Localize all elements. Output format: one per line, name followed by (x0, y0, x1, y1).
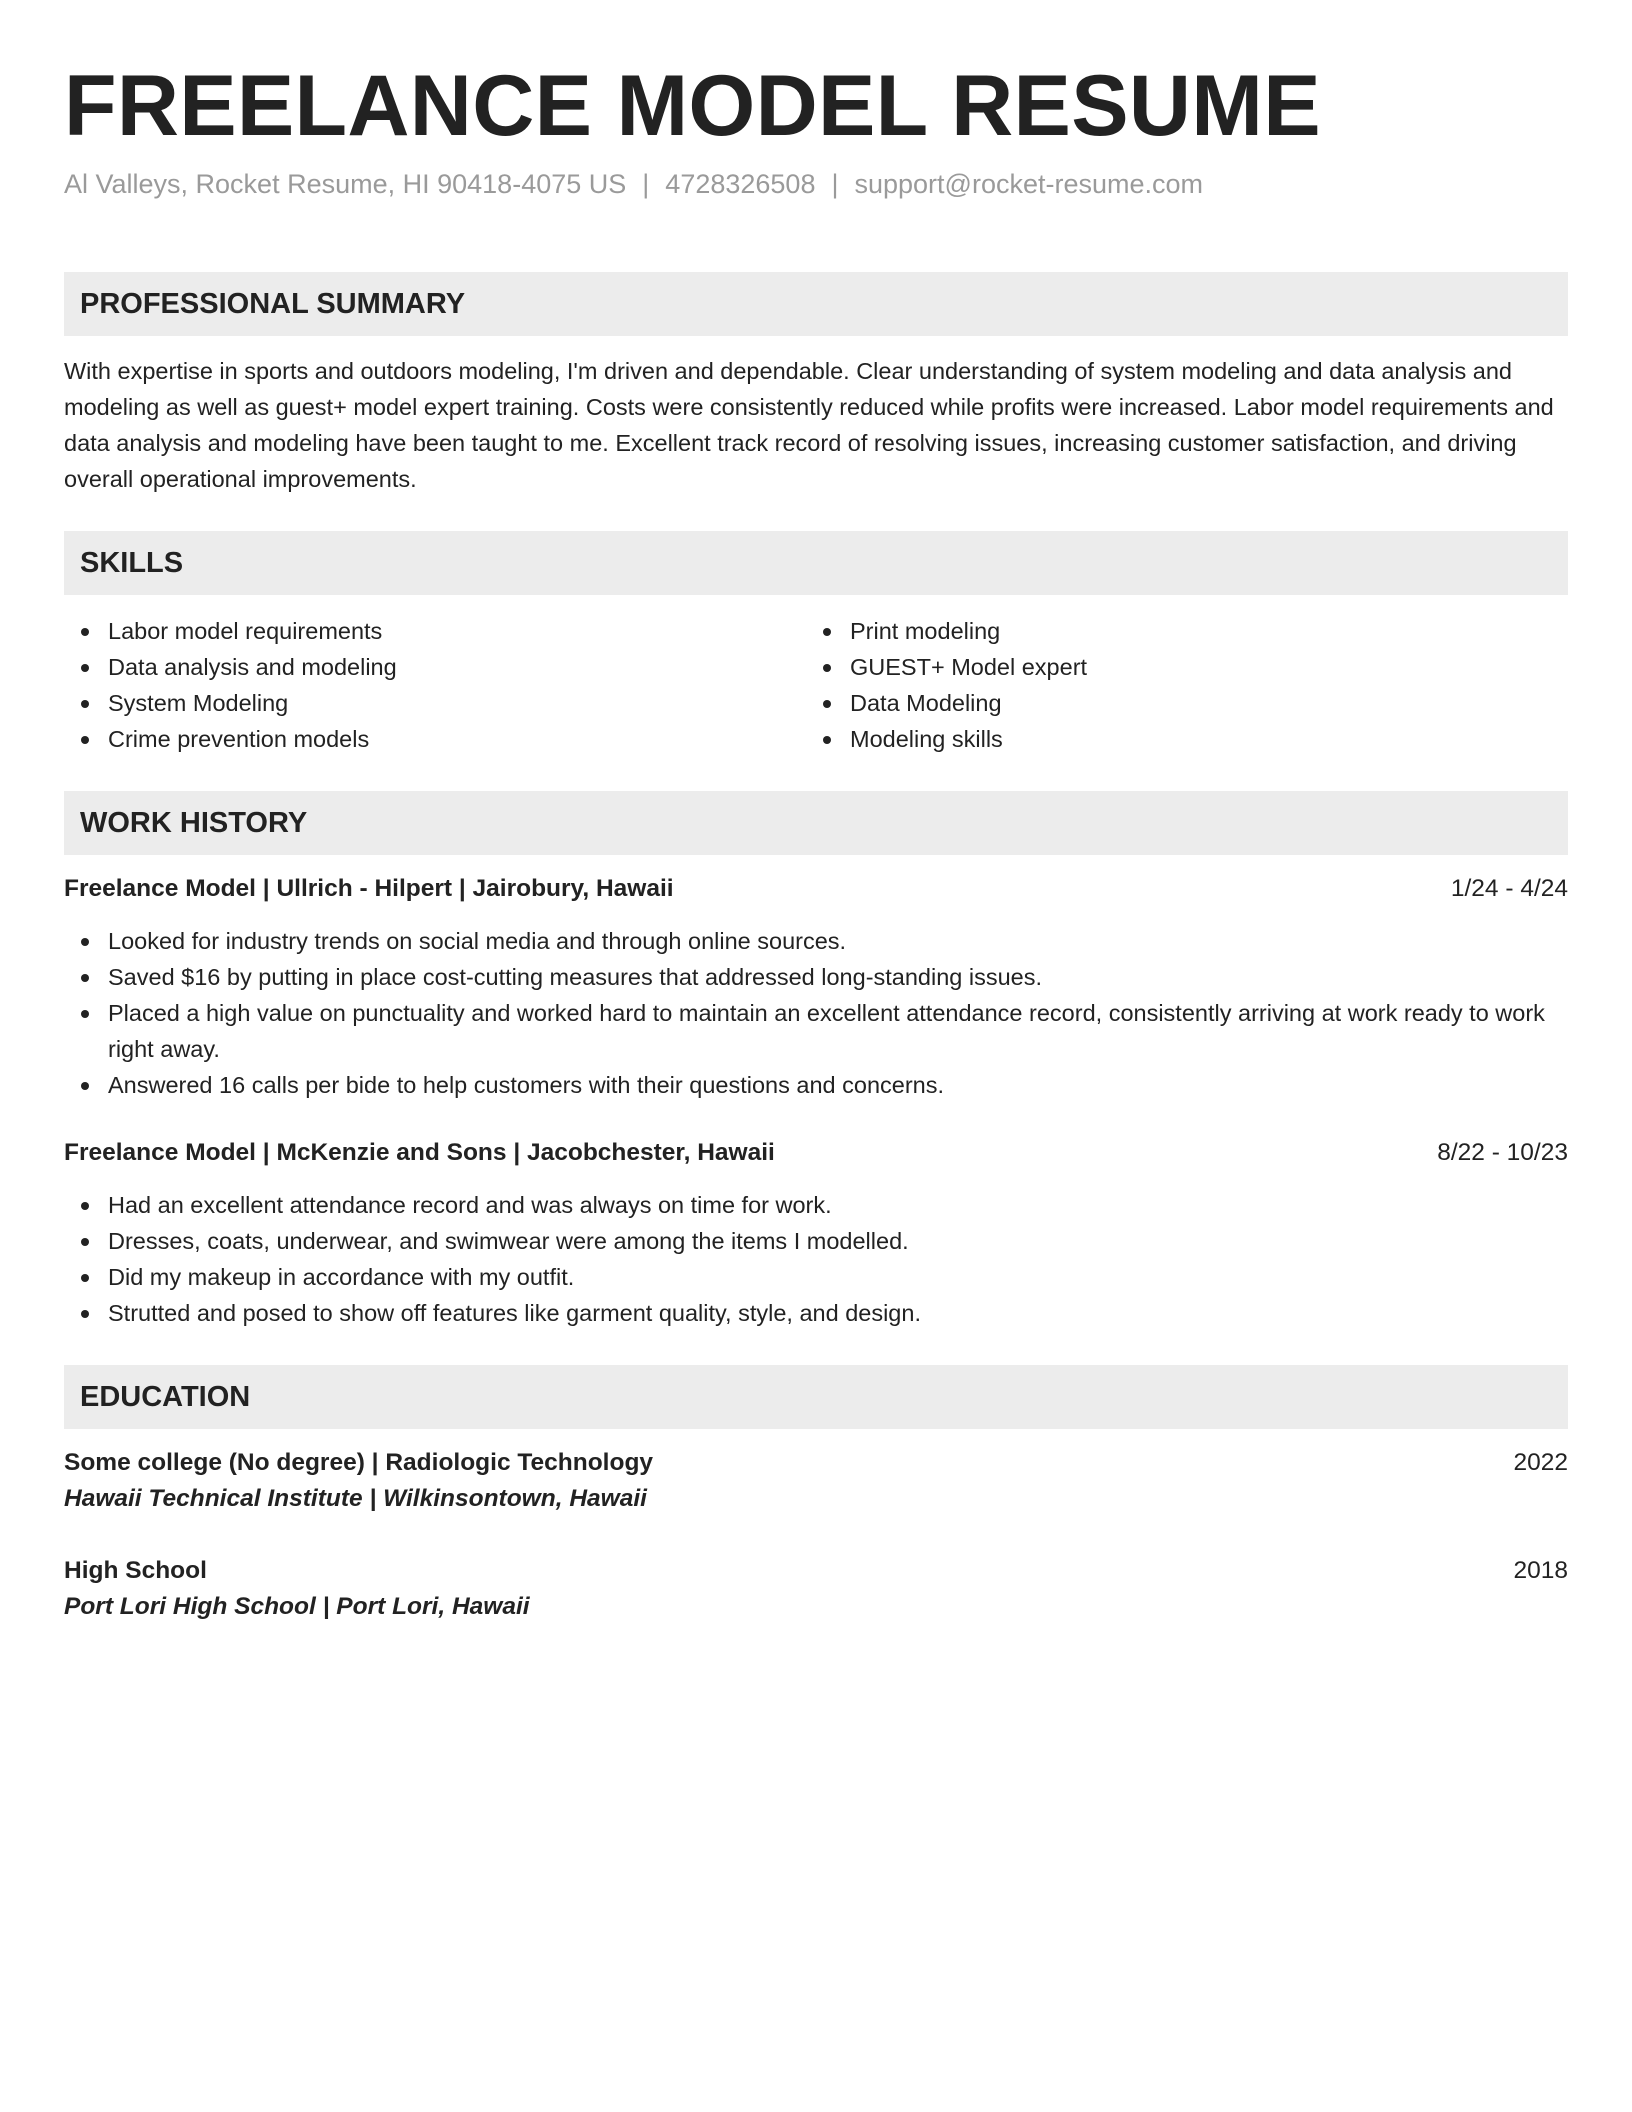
contact-phone: 4728326508 (665, 169, 816, 199)
education-degree: High School (64, 1557, 207, 1584)
job-bullet: Placed a high value on punctuality and worked hard to maintain an excellent attendance record, consistently arriving at work ready to work right away. (64, 995, 1568, 1067)
education-year: 2022 (1513, 1449, 1568, 1476)
education-school: Port Lori High School | Port Lori, Hawaii (64, 1593, 530, 1620)
job-bullet: Looked for industry trends on social media and through online sources. (64, 923, 1568, 959)
skill-item: Print modeling (806, 613, 1548, 649)
section-header-skills: SKILLS (64, 531, 1568, 595)
section-header-education: EDUCATION (64, 1365, 1568, 1429)
skills-column-left (64, 613, 806, 757)
education-year: 2018 (1513, 1557, 1568, 1584)
skill-item: Modeling skills (806, 721, 1548, 757)
skill-item: System Modeling (64, 685, 806, 721)
section-header-work: WORK HISTORY (64, 791, 1568, 855)
job-bullets (64, 923, 1568, 1103)
education-degree: Some college (No degree) | Radiologic Technology (64, 1449, 654, 1476)
job-bullets (64, 1187, 1568, 1331)
job-title: Freelance Model | Ullrich - Hilpert | Jairobury, Hawaii (64, 875, 674, 902)
job-entry (64, 1135, 1568, 1331)
summary-text: With expertise in sports and outdoors modeling, I'm driven and dependable. Clear understanding of system modeling and data analysis and modeling as well as guest+ model expert training. Costs were consistently reduced while profits were increased. Labor model requirements and data analysis and modeling have been taught to me. Excellent track record of resolving issues, increasing customer satisfaction, and driving overall operational improvements. (64, 358, 1554, 492)
job-bullet: Did my makeup in accordance with my outfit. (64, 1259, 1568, 1295)
skill-item: Data Modeling (806, 685, 1548, 721)
education-entry (64, 1445, 1568, 1517)
skill-item: Data analysis and modeling (64, 649, 806, 685)
job-header (64, 1135, 1568, 1171)
section-header-summary: PROFESSIONAL SUMMARY (64, 272, 1568, 336)
job-dates: 8/22 - 10/23 (1437, 1139, 1568, 1166)
education-header (64, 1553, 1568, 1589)
job-header (64, 871, 1568, 907)
education-entry (64, 1553, 1568, 1625)
resume-title: FREELANCE MODEL RESUME (64, 58, 1321, 154)
resume-page (64, 0, 1568, 1625)
job-title: Freelance Model | McKenzie and Sons | Jacobchester, Hawaii (64, 1139, 775, 1166)
job-bullet: Had an excellent attendance record and was always on time for work. (64, 1187, 1568, 1223)
contact-email: support@rocket-resume.com (854, 169, 1204, 199)
job-entry (64, 871, 1568, 1103)
contact-separator: | (642, 169, 650, 199)
job-bullet: Dresses, coats, underwear, and swimwear were among the items I modelled. (64, 1223, 1568, 1259)
skill-item: Crime prevention models (64, 721, 806, 757)
skills-column-right (806, 613, 1548, 757)
job-bullet: Strutted and posed to show off features like garment quality, style, and design. (64, 1295, 1568, 1331)
job-bullet: Answered 16 calls per bide to help customers with their questions and concerns. (64, 1067, 1568, 1103)
job-dates: 1/24 - 4/24 (1450, 875, 1568, 902)
contact-separator: | (831, 169, 839, 199)
job-bullet: Saved $16 by putting in place cost-cutting measures that addressed long-standing issues. (64, 959, 1568, 995)
skill-item: Labor model requirements (64, 613, 806, 649)
skill-item: GUEST+ Model expert (806, 649, 1548, 685)
skills-list (64, 613, 1568, 757)
contact-address: Al Valleys, Rocket Resume, HI 90418-4075 US (64, 169, 627, 199)
contact-line (64, 166, 1568, 202)
education-header (64, 1445, 1568, 1481)
education-school: Hawaii Technical Institute | Wilkinsontown, Hawaii (64, 1485, 647, 1512)
